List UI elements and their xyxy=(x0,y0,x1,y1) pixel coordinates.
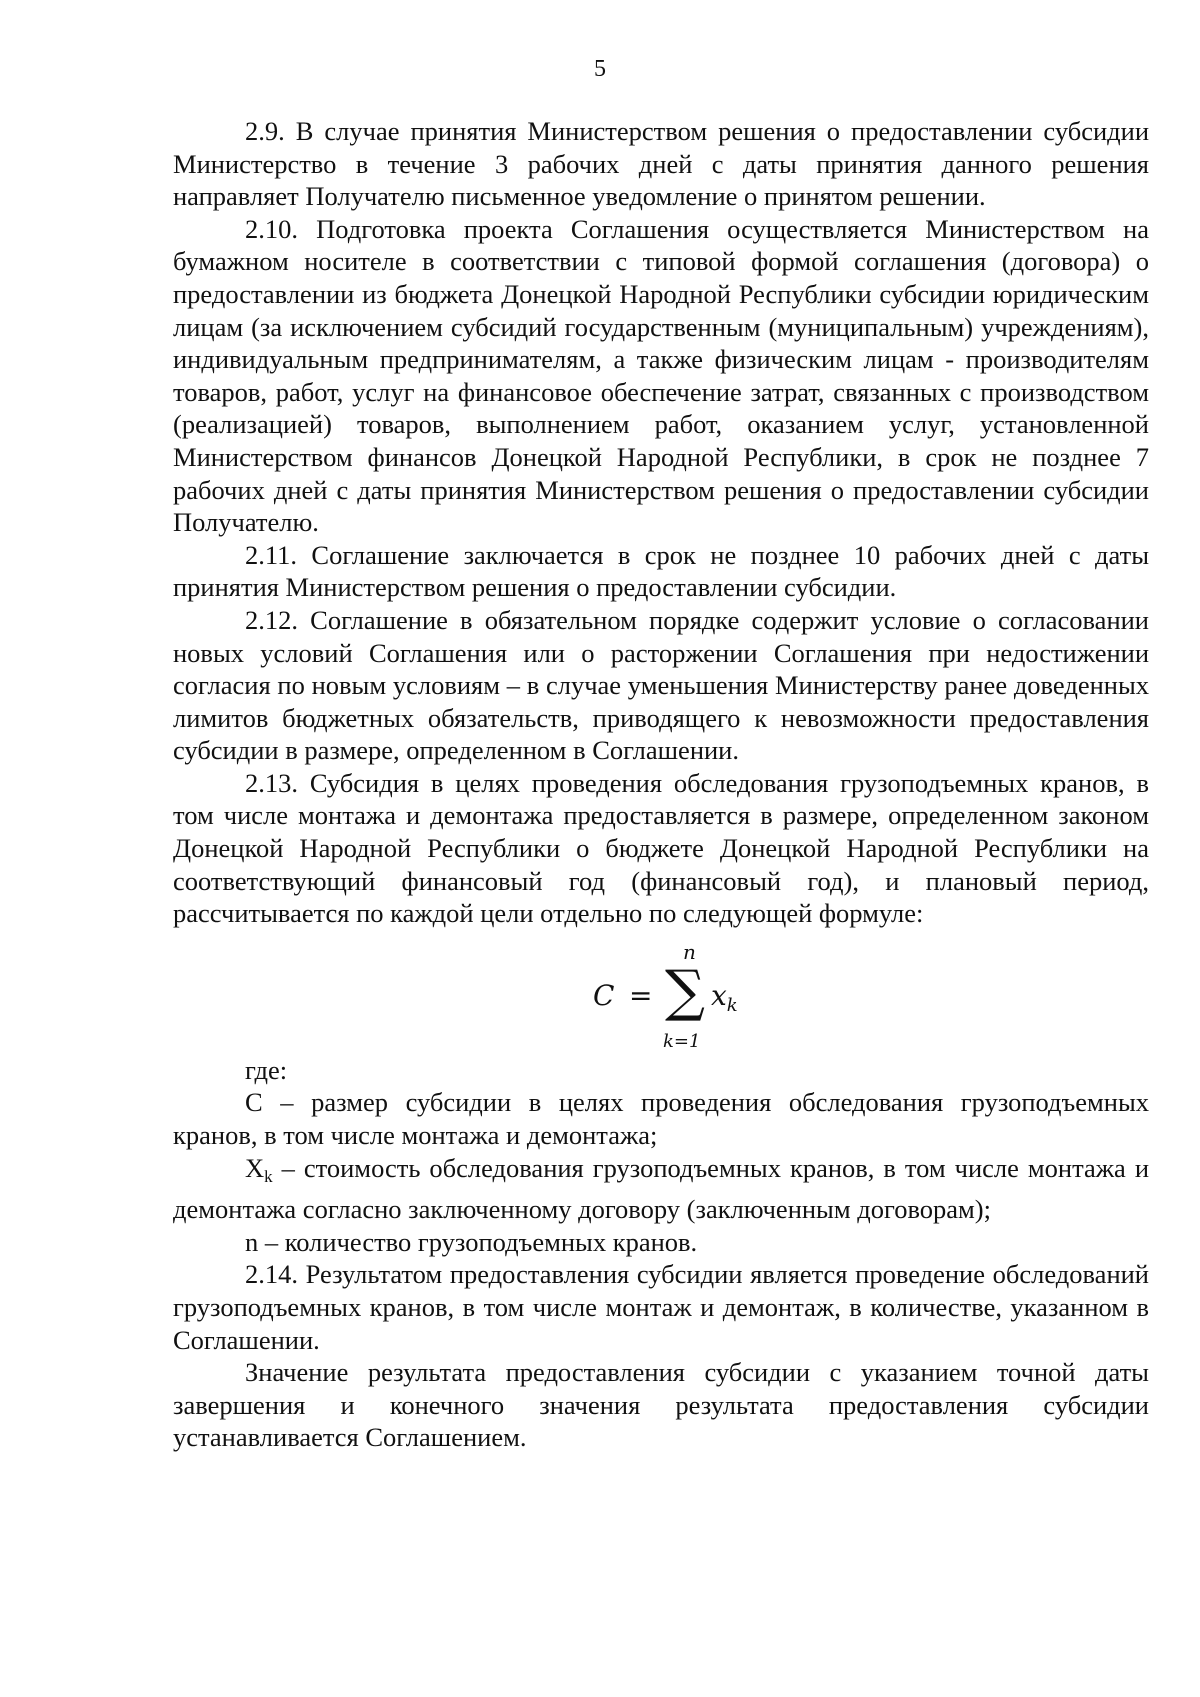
formula-lower-limit: k=1 xyxy=(663,1030,701,1052)
definition-xk-subscript: k xyxy=(264,1166,273,1186)
page-number: 5 xyxy=(594,56,606,82)
paragraph-2-14: 2.14. Результатом предоставления субсидии является проведение обследований грузоподъемных кранов, в том числе монтаж и демонтаж, в количестве, указанном в Соглашении. xyxy=(173,1259,1149,1355)
formula-lhs: C xyxy=(593,978,615,1012)
formula-upper-limit: n xyxy=(683,939,696,964)
formula-expression xyxy=(593,936,753,1054)
definition-xk-symbol: X xyxy=(245,1152,265,1183)
paragraph-2-12: 2.12. Соглашение в обязательном порядке содержит условие о согласовании новых условий Соглашения или о расторжении Соглашения при недостижении согласия по новым условиям – в случае уменьшения Министерству ранее доведенных лимитов бюджетных обязательств, приводящего к невозможности предоставления субсидии в размере, определенном в Соглашении. xyxy=(173,604,1149,766)
paragraph-2-13: 2.13. Субсидия в целях проведения обследования грузоподъемных кранов, в том числе монтажа и демонтажа предоставляется в размере, определенном законом Донецкой Народной Республики о бюджете Донецкой Народной Республики на соответствующий финансовый год (финансовый год), и плановый период, рассчитывается по каждой цели отдельно по следующей формуле: xyxy=(173,767,1149,929)
definition-xk-text: – стоимость обследования грузоподъемных кранов, в том числе монтажа и демонтажа согласно заключенному договору (заключенным договорам); xyxy=(173,1152,1149,1225)
definition-xk xyxy=(173,1152,1149,1226)
definition-c: С – размер субсидии в целях проведения обследования грузоподъемных кранов, в том числе монтажа и демонтажа; xyxy=(173,1087,1149,1151)
formula-term-base: x xyxy=(711,978,727,1012)
formula-equals: = xyxy=(629,978,653,1012)
formula-term xyxy=(711,980,738,1023)
formula-term-subscript: k xyxy=(726,994,738,1016)
paragraph-result-value: Значение результата предоставления субсидии с указанием точной даты завершения и конечного значения результата предоставления субсидии устанавливается Соглашением. xyxy=(173,1357,1149,1453)
paragraph-2-10: 2.10. Подготовка проекта Соглашения осуществляется Министерством на бумажном носителе в соответствии с типовой формой соглашения (договора) о предоставлении из бюджета Донецкой Народной Республики субсидии юридическим лицам (за исключением субсидий государственным (муниципальным) учреждениям), индивидуальным предпринимателям, а также физическим лицам - производителям товаров, работ, услуг на финансовое обеспечение затрат, связанных с производством (реализацией) товаров, выполнением работ, оказанием услуг, установленной Министерством финансов Донецкой Народной Республики, в срок не позднее 7 рабочих дней с даты принятия Министерством решения о предоставлении субсидии Получателю. xyxy=(173,213,1149,538)
definition-n: n – количество грузоподъемных кранов. xyxy=(245,1226,698,1257)
document-body xyxy=(173,115,1149,1454)
paragraph-2-9: 2.9. В случае принятия Министерством решения о предоставлении субсидии Министерство в течение 3 рабочих дней с даты принятия данного решения направляет Получателю письменное уведомление о принятом решении. xyxy=(173,116,1149,212)
where-label: где: xyxy=(245,1054,288,1085)
sum-formula xyxy=(173,936,1149,1054)
sum-symbol-icon: ∑ xyxy=(665,958,705,1024)
paragraph-2-11: 2.11. Соглашение заключается в срок не позднее 10 рабочих дней с даты принятия Министерством решения о предоставлении субсидии. xyxy=(173,539,1149,603)
